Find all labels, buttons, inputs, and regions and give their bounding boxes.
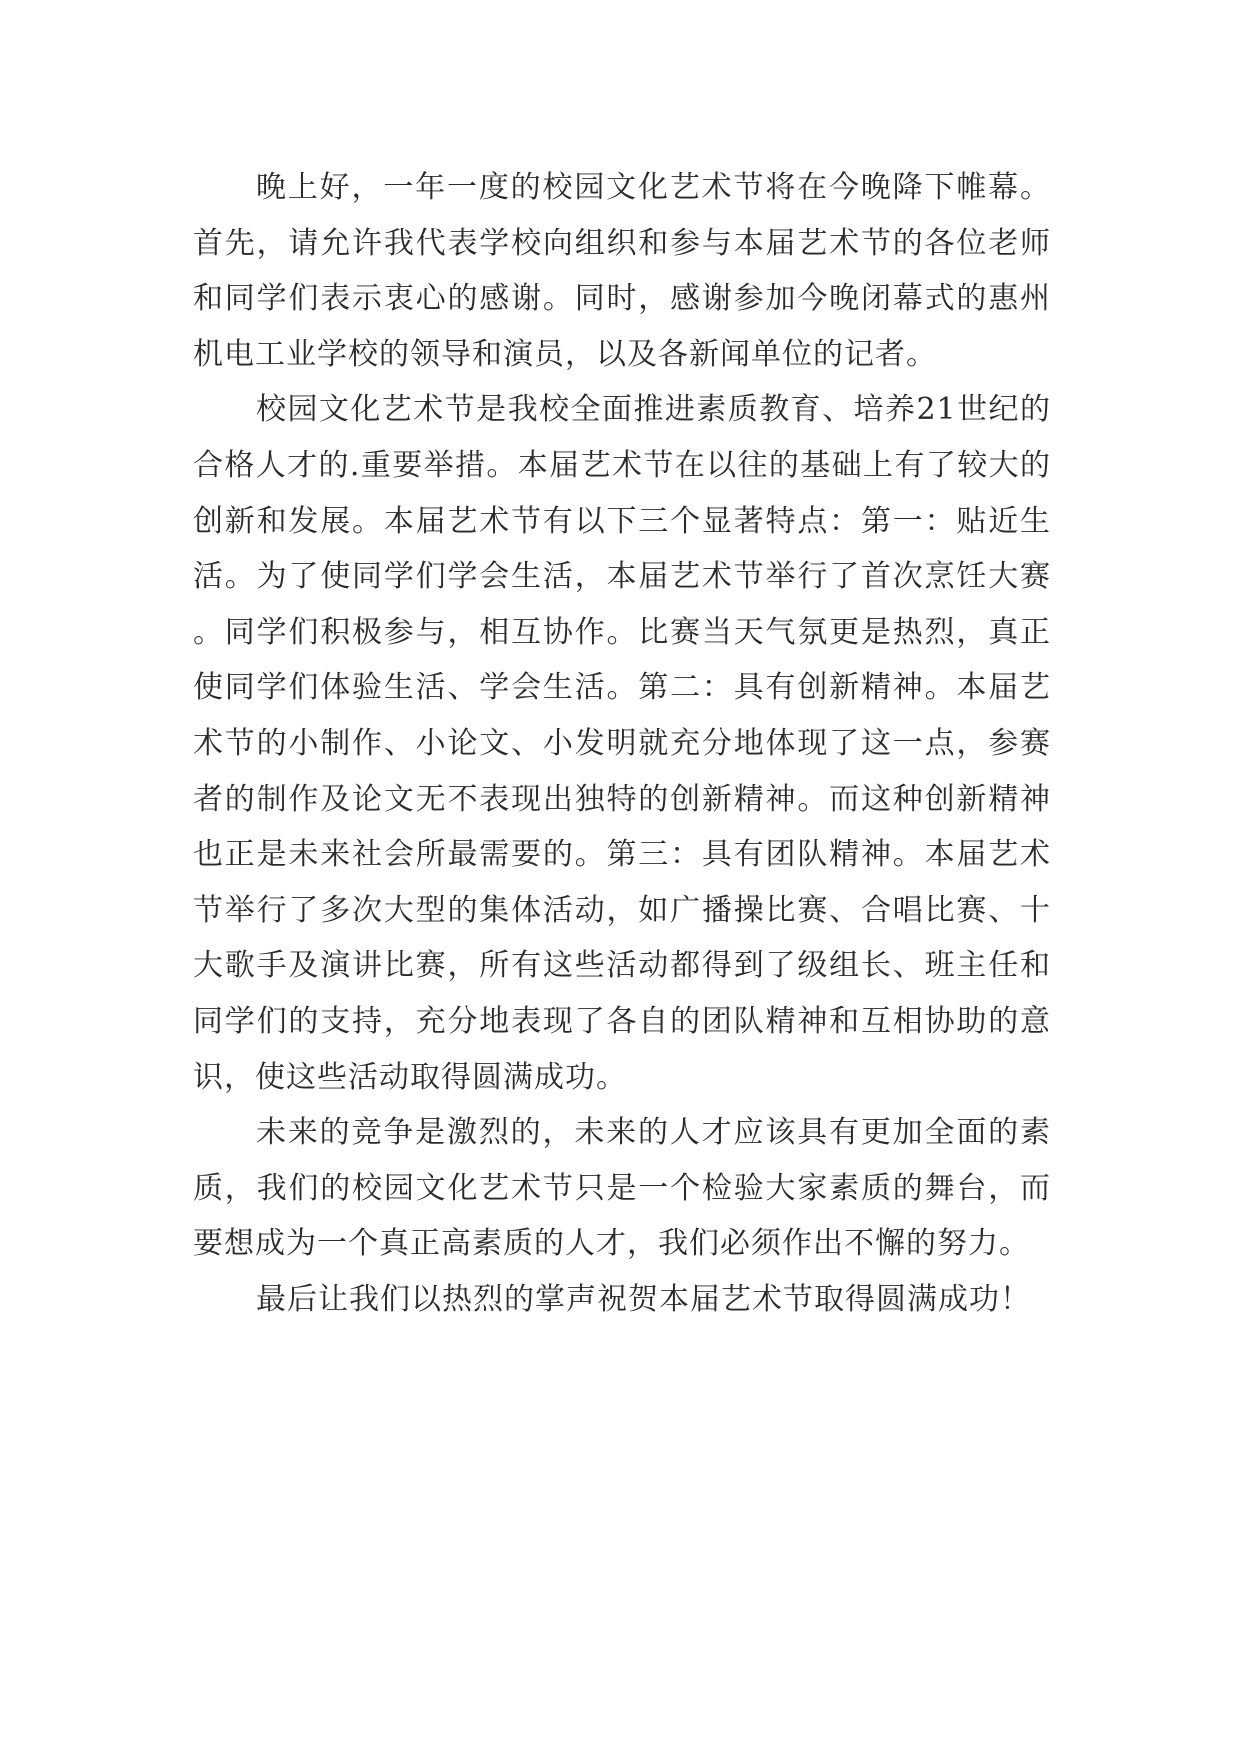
paragraph-future: 未来的竞争是激烈的，未来的人才应该具有更加全面的素质，我们的校园文化艺术节只是一个检验大家素质的舞台，而要想成为一个真正高素质的人才，我们必须作出不懈的努力。 (193, 1115, 1051, 1262)
paragraph-closing: 最后让我们以热烈的掌声祝贺本届艺术节取得圆满成功！ (256, 1281, 1031, 1317)
paragraph-opening: 晚上好，一年一度的校园文化艺术节将在今晚降下帷幕。首先，请允许我代表学校向组织和参与本届艺术节的各位老师和同学们表示衷心的感谢。同时，感谢参加今晚闭幕式的惠州机电工业学校的领导和演员，以及各新闻单位的记者。 (193, 170, 1051, 372)
paragraph-festival-features: 校园文化艺术节是我校全面推进素质教育、培养21世纪的合格人才的.重要举措。本届艺术节在以往的基础上有了较大的创新和发展。本届艺术节有以下三个显著特点：第一：贴近生活。为了使同学们学会生活，本届艺术节举行了首次烹饪大赛。同学们积极参与，相互协作。比赛当天气氛更是热烈，真正使同学们体验生活、学会生活。第二：具有创新精神。本届艺术节的小制作、小论文、小发明就充分地体现了这一点，参赛者的制作及论文无不表现出独特的创新精神。而这种创新精神也正是未来社会所最需要的。第三：具有团队精神。本届艺术节举行了多次大型的集体活动，如广播操比赛、合唱比赛、十大歌手及演讲比赛，所有这些活动都得到了级组长、班主任和同学们的支持，充分地表现了各自的团队精神和互相协助的意识，使这些活动取得圆满成功。 (193, 392, 1051, 1095)
document-body (193, 160, 1051, 1327)
